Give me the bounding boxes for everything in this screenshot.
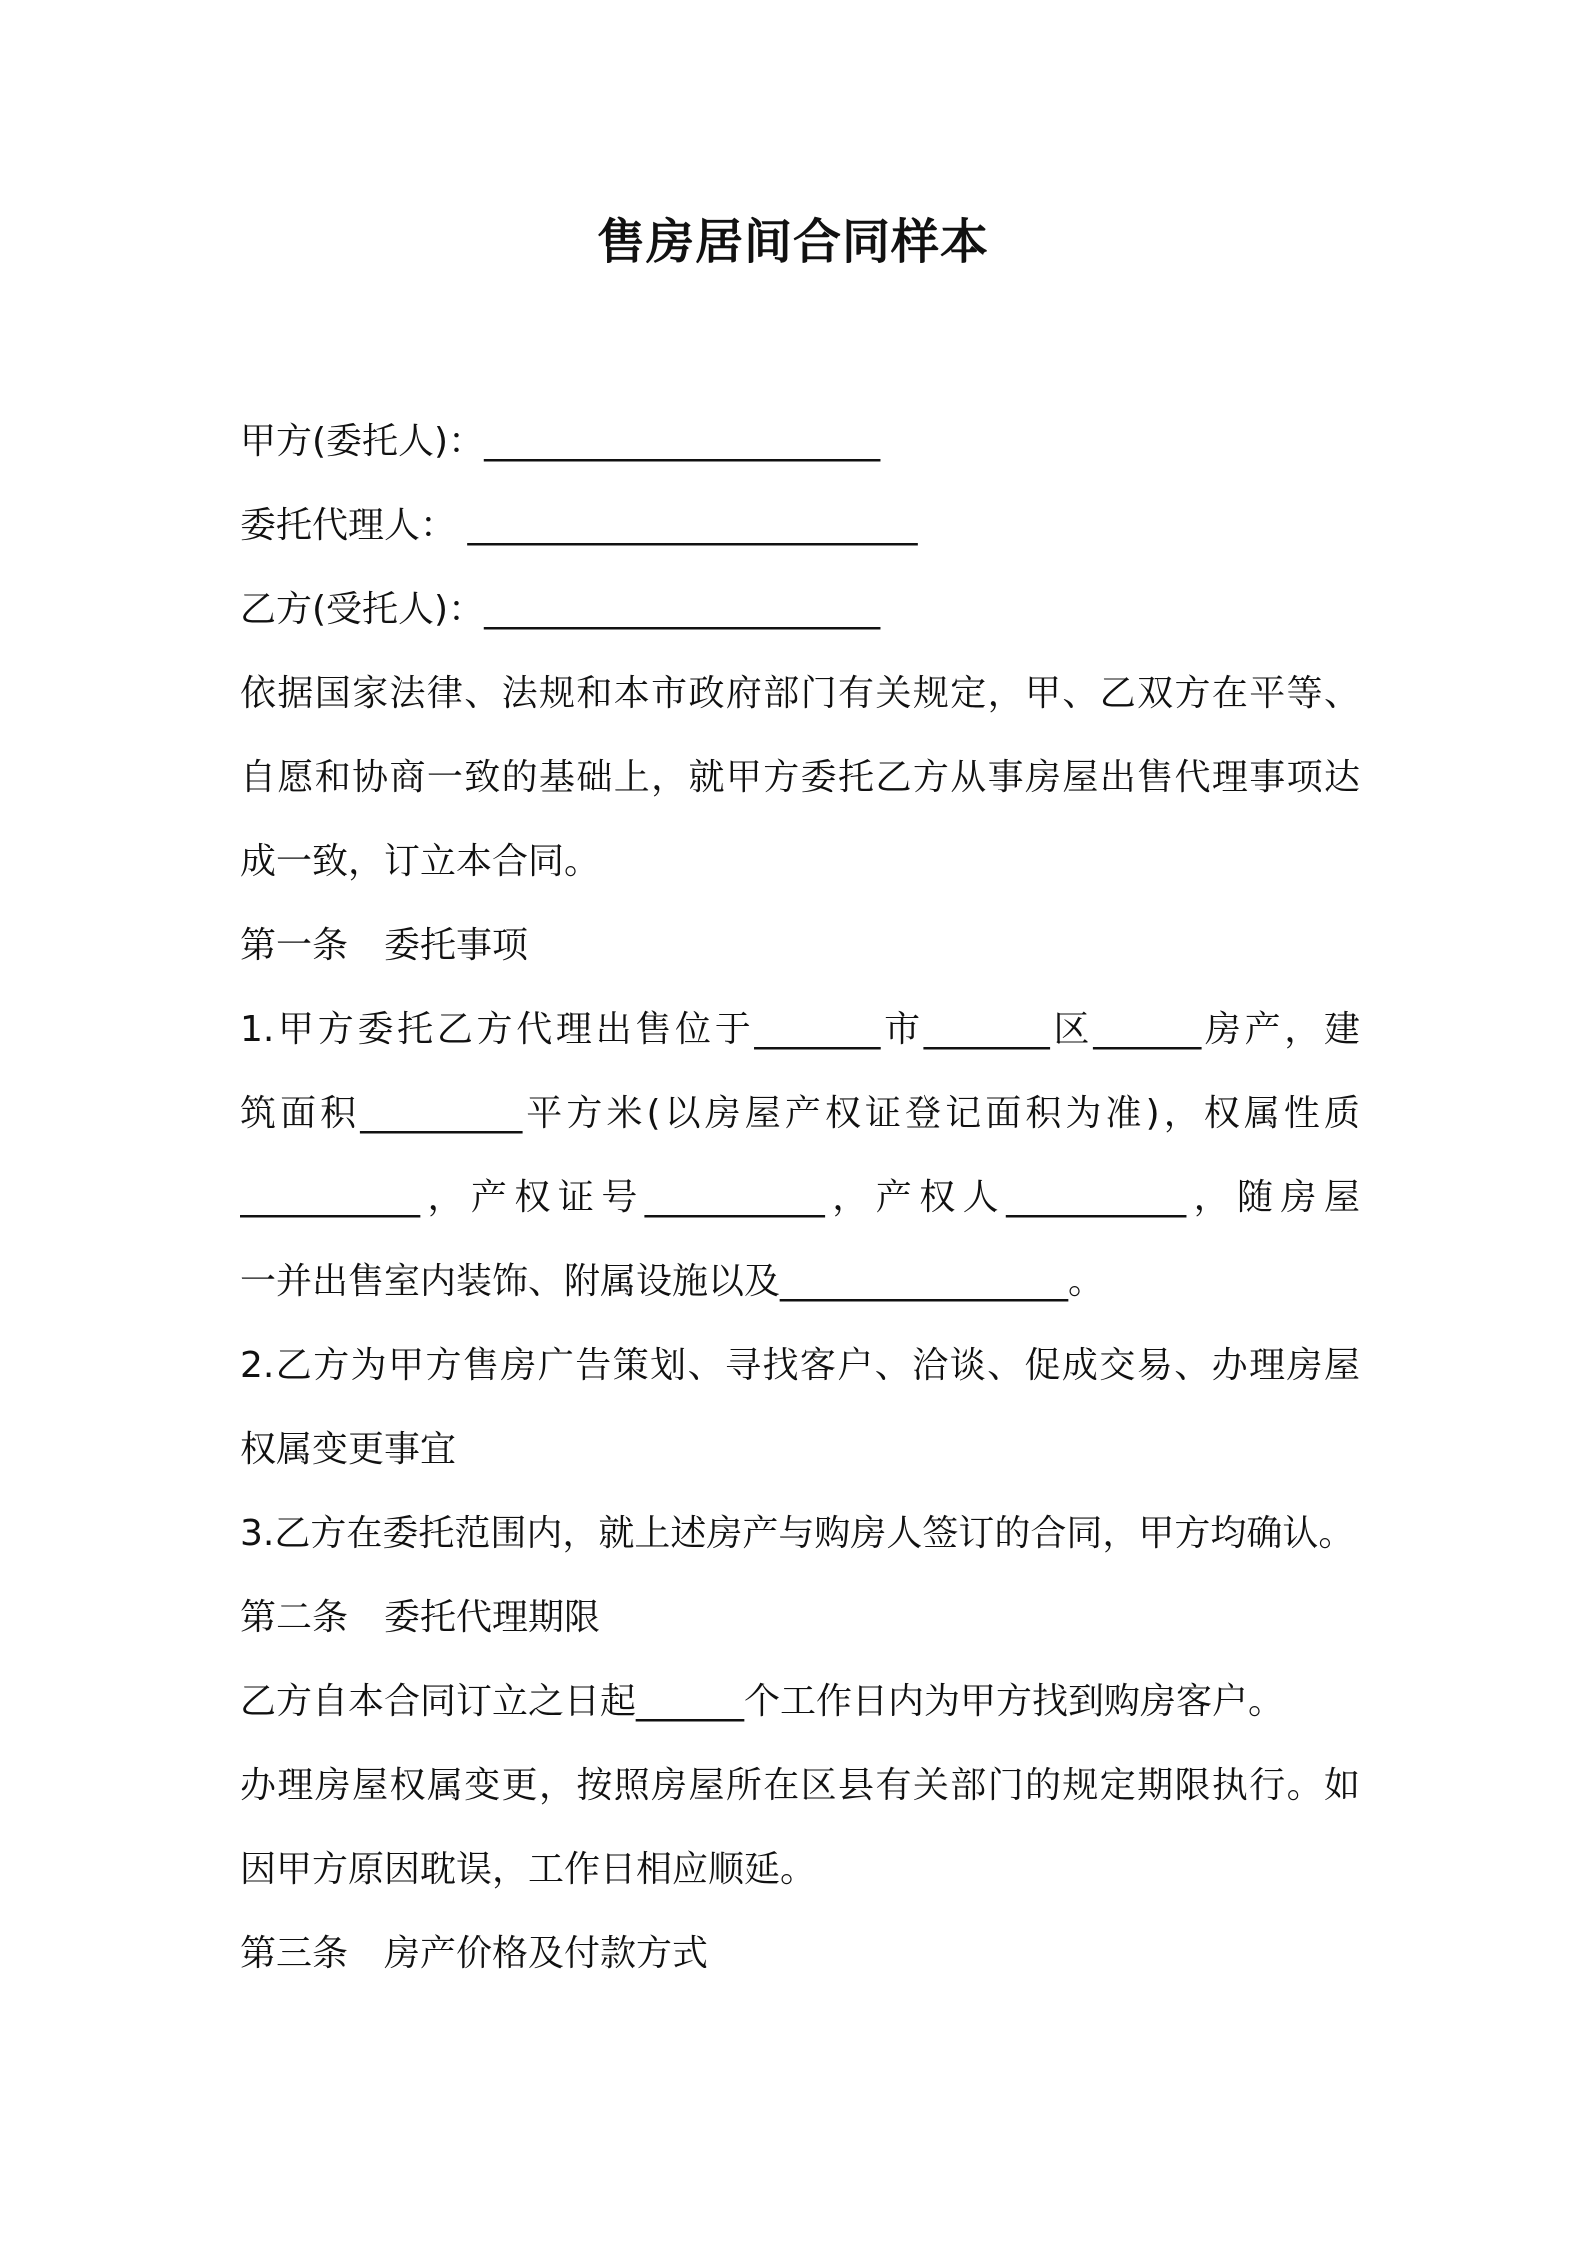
- preamble-line-2: 自愿和协商一致的基础上，就甲方委托乙方从事房屋出售代理事项达: [240, 757, 1360, 798]
- article-1-clause-3: 3.乙方在委托范围内，就上述房产与购房人签订的合同，甲方均确认。: [240, 1513, 1355, 1554]
- party-a-line: 甲方(委托人)：______________________: [240, 421, 881, 462]
- preamble-line-1: 依据国家法律、法规和本市政府部门有关规定，甲、乙双方在平等、: [240, 673, 1360, 714]
- article-1-heading: 第一条 委托事项: [240, 925, 529, 966]
- document-title: 售房居间合同样本: [596, 214, 989, 270]
- preamble-line-3: 成一致，订立本合同。: [240, 841, 601, 882]
- article-2-heading: 第二条 委托代理期限: [240, 1597, 601, 1638]
- article-3-heading: 第三条 房产价格及付款方式: [240, 1933, 709, 1974]
- article-1-clause-1-line-3: __________，产权证号__________，产权人__________，随房屋: [240, 1177, 1360, 1218]
- article-2-line-3: 因甲方原因耽误，工作日相应顺延。: [240, 1849, 817, 1890]
- article-1-clause-1-line-1: 1.甲方委托乙方代理出售位于_______市_______区______房产，建: [240, 1009, 1360, 1050]
- article-1-clause-2-line-2: 权属变更事宜: [240, 1429, 457, 1470]
- party-b-line: 乙方(受托人)：______________________: [240, 589, 881, 630]
- article-2-line-2: 办理房屋权属变更，按照房屋所在区县有关部门的规定期限执行。如: [240, 1765, 1360, 1806]
- document-body: [240, 400, 1360, 1996]
- article-2-line-1: 乙方自本合同订立之日起______个工作日内为甲方找到购房客户。: [240, 1681, 1285, 1722]
- article-1-clause-1-line-2: 筑面积_________平方米(以房屋产权证登记面积为准)，权属性质: [240, 1093, 1360, 1134]
- agent-line: 委托代理人： _________________________: [240, 505, 918, 546]
- article-1-clause-2-line-1: 2.乙方为甲方售房广告策划、寻找客户、洽谈、促成交易、办理房屋: [240, 1345, 1360, 1386]
- article-1-clause-1-line-4: 一并出售室内装饰、附属设施以及________________。: [240, 1261, 1105, 1302]
